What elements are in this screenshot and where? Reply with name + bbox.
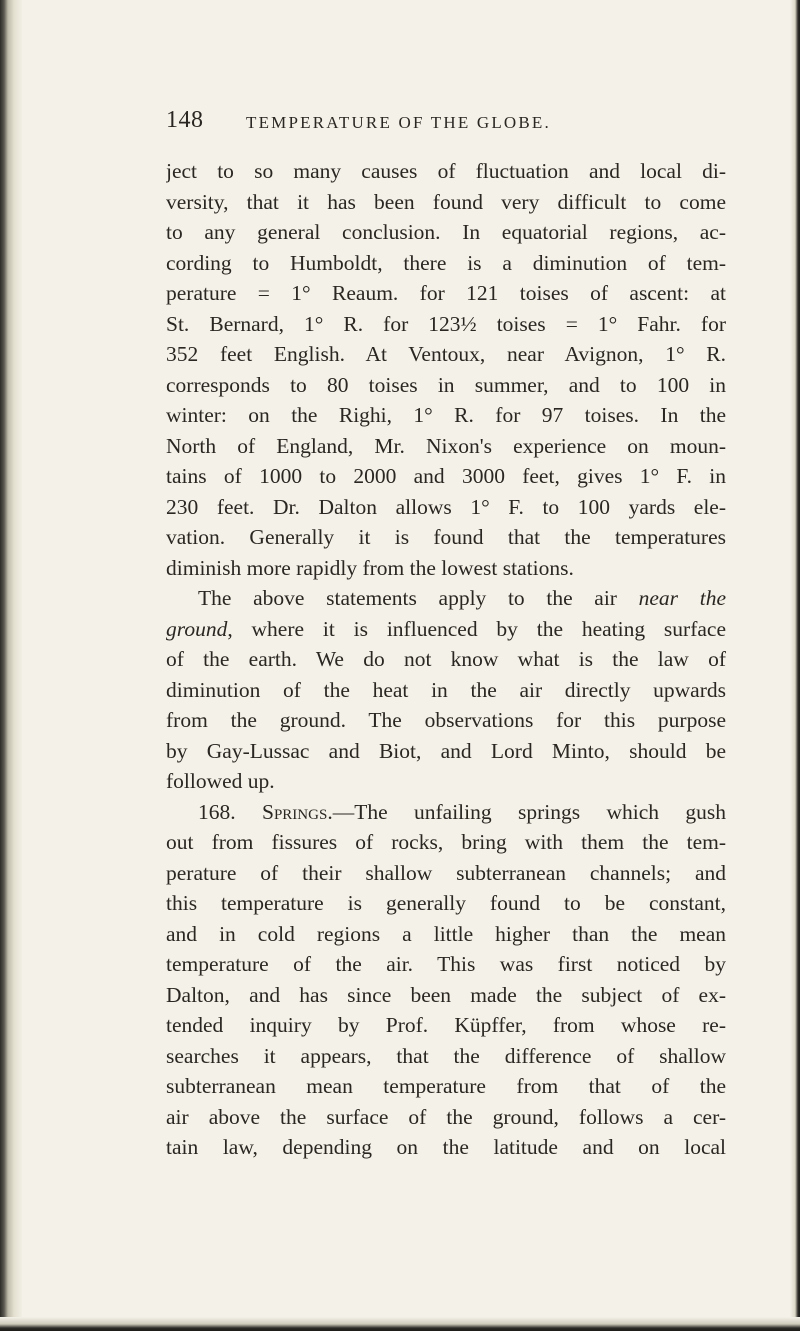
text-line: searches it appears, that the difference of shallow [166, 1043, 726, 1068]
text-line: perature of their shallow subterranean channels; and [166, 860, 726, 885]
body-text [166, 156, 726, 1163]
text-line: followed up. [166, 769, 275, 793]
text-line: 352 feet English. At Ventoux, near Avignon, 1° R. [166, 342, 726, 366]
text-line: vation. Generally it is found that the temperatures [166, 525, 726, 549]
text-line: from the ground. The observations for this purpose [166, 708, 726, 732]
text-line: tended inquiry by Prof. Küpffer, from whose re- [166, 1013, 726, 1037]
text-line: subterranean mean temperature from that of the [166, 1074, 726, 1098]
text-line: diminish more rapidly from the lowest stations. [166, 555, 574, 580]
section-title: Springs [262, 799, 328, 824]
text-line: tains of 1000 to 2000 and 3000 feet, gives 1° F. in [166, 464, 726, 488]
text-line: diminution of the heat in the air directly upwards [166, 677, 726, 702]
text-line [166, 614, 726, 645]
text-run: .—The unfailing springs which gush [327, 799, 726, 824]
section-number: 168. [198, 799, 236, 824]
paragraph-start-line [166, 583, 726, 614]
text-line: of the earth. We do not know what is the law of [166, 647, 726, 671]
page-binding-edge [0, 0, 22, 1331]
text-line: to any general conclusion. In equatorial regions, ac- [166, 220, 726, 244]
text-line: winter: on the Righi, 1° R. for 97 toises. In the [166, 403, 726, 427]
text-line: and in cold regions a little higher than the mean [166, 921, 726, 946]
text-line: temperature of the air. This was first noticed by [166, 952, 726, 976]
text-line: versity, that it has been found very difficult to come [166, 189, 726, 214]
text-run: The above statements apply to the air [198, 586, 639, 610]
text-line: 230 feet. Dr. Dalton allows 1° F. to 100 yards ele- [166, 494, 726, 519]
page-header [166, 107, 726, 141]
page-right-edge [790, 0, 800, 1331]
page-bottom-edge [0, 1317, 800, 1331]
text-line: ject to so many causes of fluctuation and local di- [166, 159, 726, 183]
text-line: cording to Humboldt, there is a diminution of tem- [166, 250, 726, 275]
text-line: this temperature is generally found to be constant, [166, 891, 726, 915]
text-run: , where it is influenced by the heating surface [227, 616, 726, 641]
text-line: by Gay-Lussac and Biot, and Lord Minto, should be [166, 738, 726, 763]
italic-phrase: near the [638, 586, 726, 610]
section-heading-line [166, 797, 726, 828]
text-line: North of England, Mr. Nixon's experience on moun- [166, 433, 726, 458]
text-line: tain law, depending on the latitude and on local [166, 1135, 726, 1159]
text-line: out from fissures of rocks, bring with them the tem- [166, 830, 726, 854]
text-line: Dalton, and has since been made the subject of ex- [166, 982, 726, 1007]
text-line: St. Bernard, 1° R. for 123½ toises = 1° Fahr. for [166, 311, 726, 336]
running-head: TEMPERATURE OF THE GLOBE. [246, 113, 551, 132]
italic-phrase: ground [166, 616, 228, 641]
page-number: 148 [166, 107, 204, 133]
text-line: perature = 1° Reaum. for 121 toises of ascent: at [166, 281, 726, 305]
text-line: corresponds to 80 toises in summer, and to 100 in [166, 372, 726, 397]
text-line: air above the surface of the ground, follows a cer- [166, 1104, 726, 1129]
